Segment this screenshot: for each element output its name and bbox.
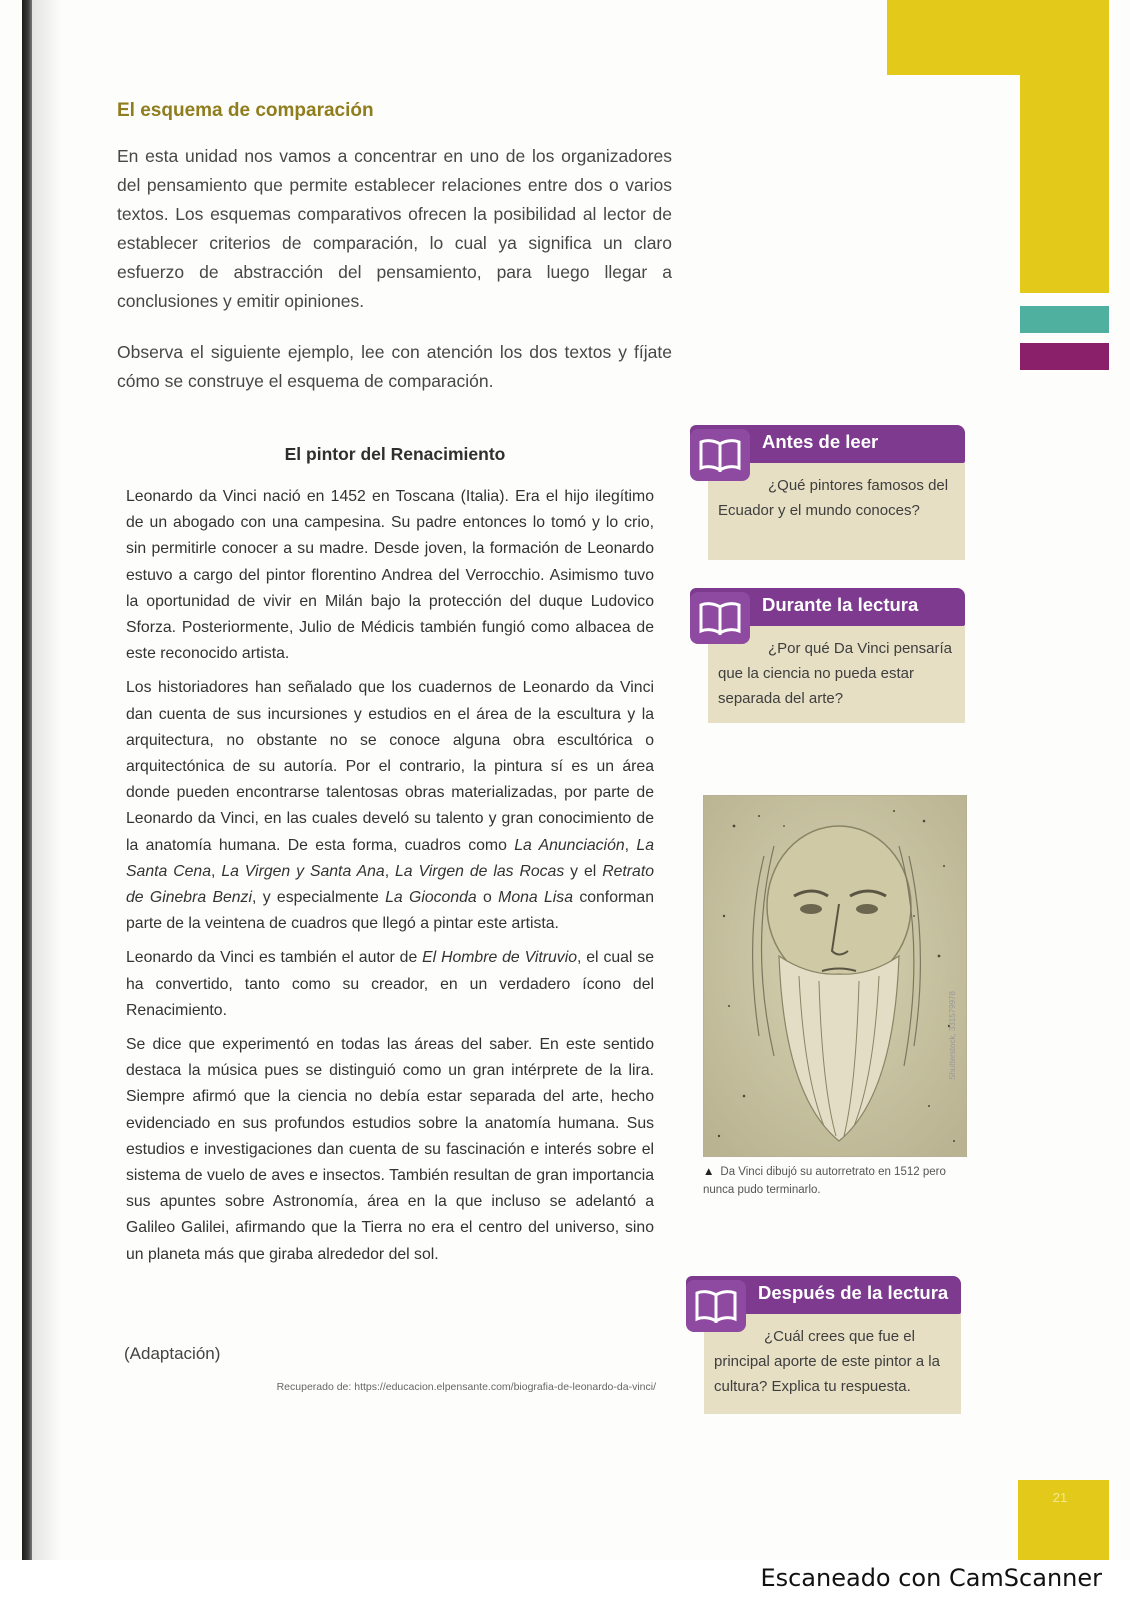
- work-title: La Santa Cena: [126, 836, 654, 880]
- work-title: Mona Lisa: [498, 889, 573, 907]
- decorative-teal-bar: [1020, 306, 1109, 333]
- decorative-yellow-bar-side: [1020, 75, 1109, 293]
- article-paragraph-2: Los historiadores han señalado que los cuadernos de Leonardo da Vinci dan cuenta de sus incursiones y estudios en el área de la escultura y la arquitectura, no obstante no se conoce alguna obra escultórica o arquitectónica de su autoría. Por el contrario, la pintura sí es un área donde pueden encontrarse talentosas obras materializadas, por parte de Leonardo da Vinci, en las cuales develó su talento y gran conocimiento de la anatomía humana. De esta forma, cuadros como La Anunciación, La Santa Cena, La Virgen y Santa Ana, La Virgen de las Rocas y el Retrato de Ginebra Benzi, y especialmente La Gioconda o Mona Lisa conforman parte de la veintena de cuadros que llegó a pintar este artista.: [126, 679, 655, 933]
- article-paragraph-4: Se dice que experimentó en todas las áreas del saber. En este sentido destaca la música pues se distinguió como un gran intérprete de la lira. Siempre afirmó que la ciencia no debía estar separada del arte, hecho evidenciado en sus profundos estudios sobre la anatomía humana. Sus estudios e investigaciones dan cuenta de su fascinación e interés sobre el sistema de vuelo de aves e insectos. También resultan de gran importancia sus apuntes sobre Astronomía, área en la que incluso se adelantó a Galileo Galilei, afirmando que la Tierra no era el centro del universo, sino un planeta más que giraba alrededor del sol.: [126, 1036, 654, 1263]
- adaptation-note: (Adaptación): [124, 1344, 221, 1363]
- article-body: [126, 484, 654, 1276]
- work-title: La Virgen de las Rocas: [395, 862, 565, 880]
- intro-paragraph-1: En esta unidad nos vamos a concentrar en uno de los organizadores del pensamiento que permite establecer relaciones entre dos o varios textos. Los esquemas comparativos ofrecen la posibilidad al lector de establecer criterios de comparación, lo cual ya significa un claro esfuerzo de abstracción del pensamiento, para luego llegar a conclusiones y emitir opiniones.: [117, 146, 672, 311]
- page-binding-edge: [22, 0, 32, 1560]
- work-title: La Anunciación: [514, 836, 625, 854]
- article-paragraph-2-end: conforman parte de la veintena de cuadros que llegó a pintar este artista.: [126, 889, 654, 933]
- open-book-icon: [690, 592, 750, 644]
- decorative-yellow-bar-top: [887, 0, 1109, 75]
- page-number: 21: [1052, 1490, 1068, 1505]
- camscanner-watermark: Escaneado con CamScanner: [760, 1564, 1102, 1592]
- photo-credit: Shutterstock, 331579978: [948, 991, 957, 1080]
- callout-antes-de-leer: [690, 425, 965, 560]
- callout-question: ¿Qué pintores famosos del Ecuador y el mundo conoces?: [718, 477, 949, 519]
- callout-durante-la-lectura: [690, 588, 965, 723]
- article-title: El pintor del Renacimiento: [284, 444, 506, 464]
- photo-caption: [703, 1163, 965, 1199]
- article-paragraph-3-end: , el cual se ha convertido, tanto como su creador, en un verdadero ícono del Renacimiento.: [126, 949, 655, 1019]
- work-title: La Virgen y Santa Ana: [221, 862, 385, 880]
- intro-text: [117, 142, 672, 418]
- work-title: El Hombre de Vitruvio: [422, 949, 577, 967]
- work-title: Retrato de Ginebra Benzi: [126, 862, 655, 907]
- decorative-purple-bar: [1020, 343, 1109, 370]
- callout-despues-de-la-lectura: [686, 1276, 961, 1416]
- open-book-icon: [686, 1280, 746, 1332]
- intro-paragraph-2: Observa el siguiente ejemplo, lee con atención los dos textos y fíjate cómo se construye el esquema de comparación.: [117, 342, 672, 391]
- work-title: La Gioconda: [385, 889, 477, 907]
- callout-label: Durante la lectura: [762, 594, 919, 615]
- da-vinci-self-portrait: [703, 795, 967, 1157]
- section-title: El esquema de comparación: [117, 100, 374, 121]
- callout-question: ¿Por qué Da Vinci pensaría que la ciencia no pueda estar separada del arte?: [718, 640, 952, 707]
- source-link[interactable]: Recuperado de: https://educacion.elpensante.com/biografia-de-leonardo-da-vinci/: [276, 1381, 656, 1393]
- callout-question: ¿Cuál crees que fue el principal aporte de este pintor a la cultura? Explica tu respuesta.: [714, 1328, 940, 1395]
- article-paragraph-3: [126, 945, 654, 1024]
- article-paragraph-1: Leonardo da Vinci nació en 1452 en Toscana (Italia). Era el hijo ilegítimo de un abogado con una campesina. Su padre entonces lo tomó y lo crio, sin permitirle conocer a su madre. Desde joven, la formación de Leonardo estuvo a cargo del pintor florentino Andrea del Verrocchio. Asimismo tuvo la oportunidad de vivir en Milán bajo la protección del duque Ludovico Sforza. Posteriormente, Julio de Médicis también fungió como albacea de este reconocido artista.: [126, 488, 654, 663]
- page-binding-shadow: [32, 0, 62, 1560]
- triangle-marker-icon: ▲: [703, 1166, 715, 1178]
- article-paragraph-2-start: Los historiadores han señalado que los cuadernos de Leonardo da Vinci dan cuenta de sus incursiones y estudios en el área de la escultura y la arquitectura, no obstante no se conoce alguna obra escultórica o arquitectónica de su autoría. Por el contrario, la pintura sí es un área donde pueden encontrarse talentosas obras materializadas, por parte de Leonardo da Vinci, en las cuales develó su talento y gran conocimiento de la anatomía humana. De esta forma, cuadros como: [126, 679, 654, 854]
- callout-label: Después de la lectura: [758, 1282, 949, 1303]
- callout-label: Antes de leer: [762, 431, 879, 452]
- photo-caption-text: Da Vinci dibujó su autorretrato en 1512 pero nunca pudo terminarlo.: [703, 1166, 946, 1196]
- open-book-icon: [690, 429, 750, 481]
- article-paragraph-3-start: Leonardo da Vinci es también el autor de: [126, 949, 423, 967]
